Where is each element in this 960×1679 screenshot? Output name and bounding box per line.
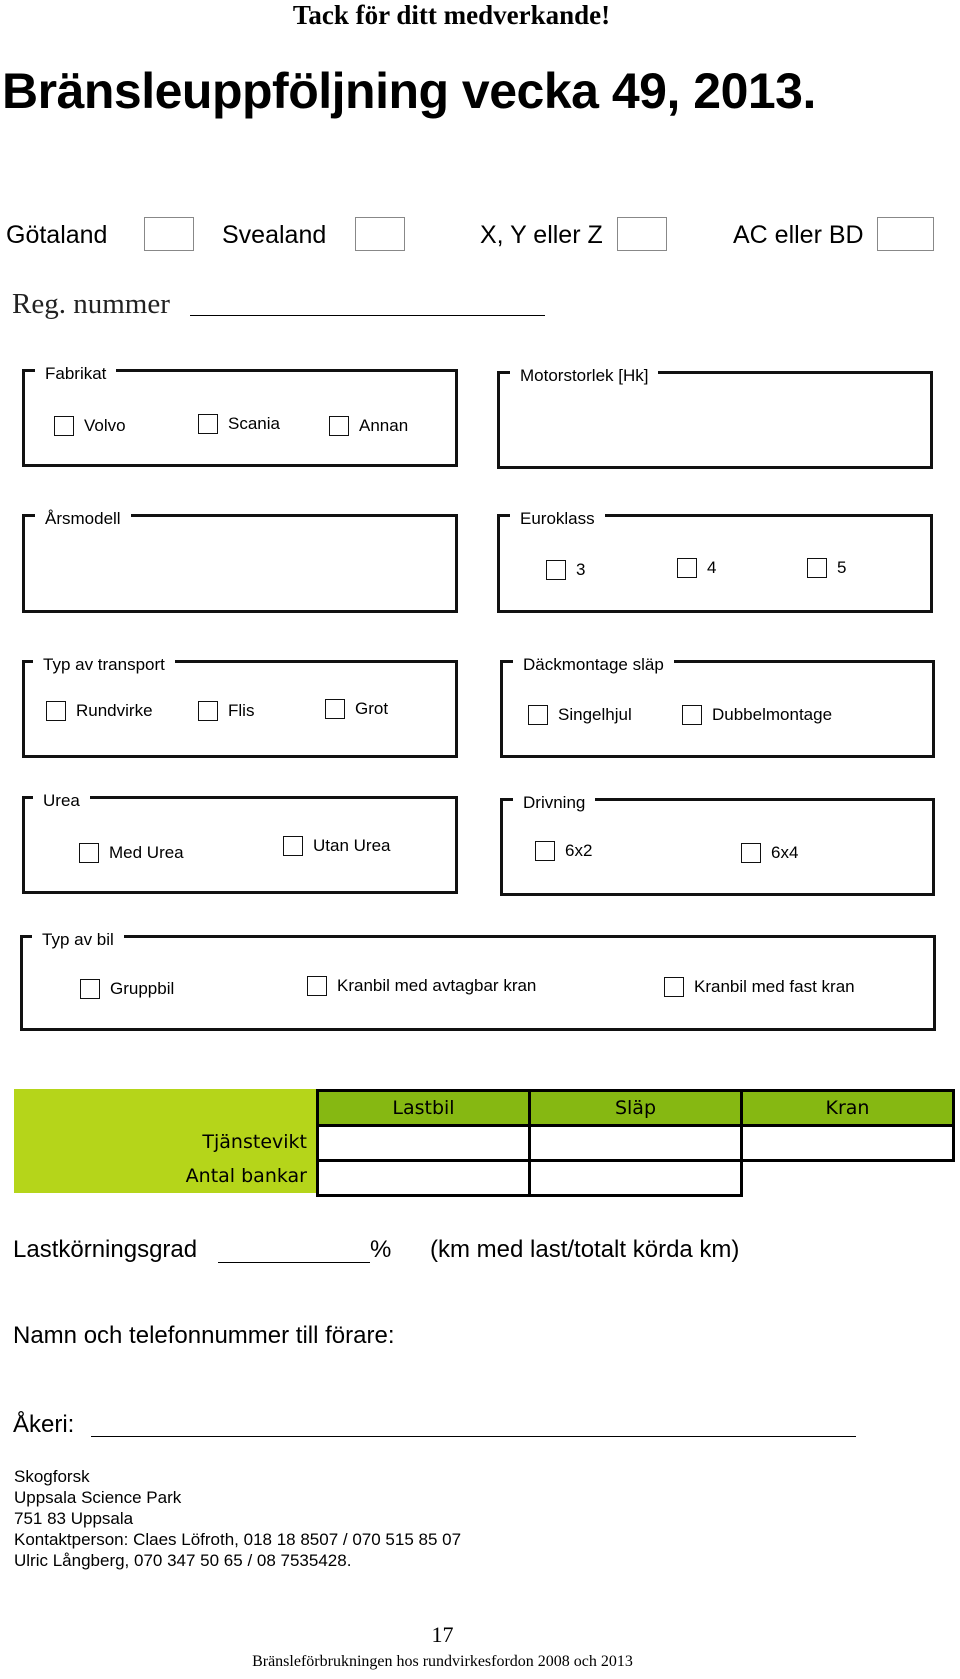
option-med-urea[interactable] [79, 842, 184, 864]
checkbox[interactable] [79, 843, 99, 863]
option-label: 6x4 [771, 843, 799, 862]
lastkorning-unit: % [370, 1236, 392, 1263]
region-checkbox-xyz[interactable] [617, 217, 667, 251]
akeri-label: Åkeri: [13, 1411, 75, 1438]
option-label: 4 [707, 558, 717, 577]
motor-legend: Motorstorlek [Hk] [510, 366, 658, 386]
option-euro-3[interactable] [546, 559, 585, 581]
option-label: Flis [228, 701, 255, 720]
option-label: Grot [355, 699, 389, 718]
checkbox[interactable] [535, 841, 555, 861]
option-euro-4[interactable] [677, 557, 716, 579]
contact-line: Ulric Långberg, 070 347 50 65 / 08 7535428. [14, 1551, 352, 1570]
cell-tjanstevikt-kran[interactable] [742, 1126, 954, 1161]
option-6x2[interactable] [535, 840, 592, 862]
option-label: 6x2 [565, 841, 593, 860]
checkbox[interactable] [283, 836, 303, 856]
reg-nummer-label: Reg. nummer [12, 288, 170, 320]
region-checkbox-svealand[interactable] [355, 217, 405, 251]
option-utan-urea[interactable] [283, 835, 390, 857]
cell-bankar-slap[interactable] [530, 1161, 742, 1196]
option-kranbil-fast[interactable] [664, 976, 855, 998]
transport-legend: Typ av transport [33, 655, 175, 675]
option-label: Utan Urea [313, 836, 391, 855]
region-label-ac-bd: AC eller BD [733, 221, 864, 249]
option-rundvirke[interactable] [46, 700, 153, 722]
page-title: Bränsleuppföljning vecka 49, 2013. [2, 63, 816, 119]
checkbox[interactable] [329, 416, 349, 436]
option-singelhjul[interactable] [528, 704, 632, 726]
checkbox[interactable] [198, 701, 218, 721]
checkbox[interactable] [546, 560, 566, 580]
option-label: Kranbil med fast kran [694, 977, 855, 996]
option-label: Singelhjul [558, 705, 632, 724]
page-number: 17 [431, 1622, 454, 1647]
option-label: 5 [837, 558, 847, 577]
checkbox[interactable] [46, 701, 66, 721]
weights-table [316, 1089, 955, 1197]
column-header-kran: Kran [742, 1091, 954, 1126]
option-scania[interactable] [198, 413, 280, 435]
checkbox[interactable] [198, 414, 218, 434]
reg-nummer-field[interactable] [190, 315, 545, 316]
namn-label: Namn och telefonnummer till förare: [13, 1322, 395, 1349]
checkbox[interactable] [677, 558, 697, 578]
checkbox[interactable] [807, 558, 827, 578]
option-label: Med Urea [109, 843, 184, 862]
checkbox[interactable] [682, 705, 702, 725]
contact-line: Kontaktperson: Claes Löfroth, 018 18 8507 / 070 515 85 07 [14, 1530, 462, 1549]
cell-bankar-lastbil[interactable] [318, 1161, 530, 1196]
option-label: Rundvirke [76, 701, 153, 720]
option-grot[interactable] [325, 698, 388, 720]
euroklass-legend: Euroklass [510, 509, 605, 529]
page-footer: Bränsleförbrukningen hos rundvirkesfordon 2008 och 2013 [252, 1653, 633, 1670]
cell-tjanstevikt-lastbil[interactable] [318, 1126, 530, 1161]
lastkorning-field[interactable] [218, 1262, 370, 1263]
option-label: Annan [359, 416, 409, 435]
row-label-tjanstevikt: Tjänstevikt [14, 1126, 315, 1159]
region-checkbox-ac-bd[interactable] [877, 217, 934, 251]
option-gruppbil[interactable] [80, 978, 174, 1000]
row-label-antal-bankar: Antal bankar [14, 1160, 315, 1193]
option-annan[interactable] [329, 415, 408, 437]
contact-line: Skogforsk [14, 1467, 90, 1486]
dack-legend: Däckmontage släp [513, 655, 674, 675]
option-kranbil-avtagbar[interactable] [307, 975, 536, 997]
region-checkbox-gotaland[interactable] [144, 217, 194, 251]
contact-line: Uppsala Science Park [14, 1488, 182, 1507]
option-label: 3 [576, 560, 586, 579]
option-volvo[interactable] [54, 415, 126, 437]
arsmodell-legend: Årsmodell [35, 509, 131, 529]
option-dubbelmontage[interactable] [682, 704, 832, 726]
contact-block [14, 1466, 461, 1571]
checkbox[interactable] [741, 843, 761, 863]
checkbox[interactable] [307, 976, 327, 996]
option-label: Kranbil med avtagbar kran [337, 976, 537, 995]
akeri-field[interactable] [91, 1436, 856, 1437]
column-header-slap: Släp [530, 1091, 742, 1126]
checkbox[interactable] [325, 699, 345, 719]
cell-empty [742, 1161, 954, 1196]
option-label: Gruppbil [110, 979, 175, 998]
column-header-lastbil: Lastbil [318, 1091, 530, 1126]
thanks-heading: Tack för ditt medverkande! [292, 0, 611, 30]
checkbox[interactable] [80, 979, 100, 999]
lastkorning-label: Lastkörningsgrad [13, 1236, 198, 1263]
cell-tjanstevikt-slap[interactable] [530, 1126, 742, 1161]
option-euro-5[interactable] [807, 557, 846, 579]
checkbox[interactable] [664, 977, 684, 997]
option-label: Dubbelmontage [712, 705, 833, 724]
option-flis[interactable] [198, 700, 254, 722]
lastkorning-note: (km med last/totalt körda km) [430, 1236, 740, 1263]
option-label: Volvo [84, 416, 126, 435]
urea-legend: Urea [33, 791, 90, 811]
drivning-legend: Drivning [513, 793, 595, 813]
region-label-svealand: Svealand [222, 221, 327, 249]
option-6x4[interactable] [741, 842, 798, 864]
contact-line: 751 83 Uppsala [14, 1509, 134, 1528]
region-label-xyz: X, Y eller Z [480, 221, 603, 249]
option-label: Scania [228, 414, 280, 433]
bil-legend: Typ av bil [32, 930, 124, 950]
fabrikat-legend: Fabrikat [35, 364, 116, 384]
checkbox[interactable] [54, 416, 74, 436]
region-label-gotaland: Götaland [6, 221, 108, 249]
checkbox[interactable] [528, 705, 548, 725]
